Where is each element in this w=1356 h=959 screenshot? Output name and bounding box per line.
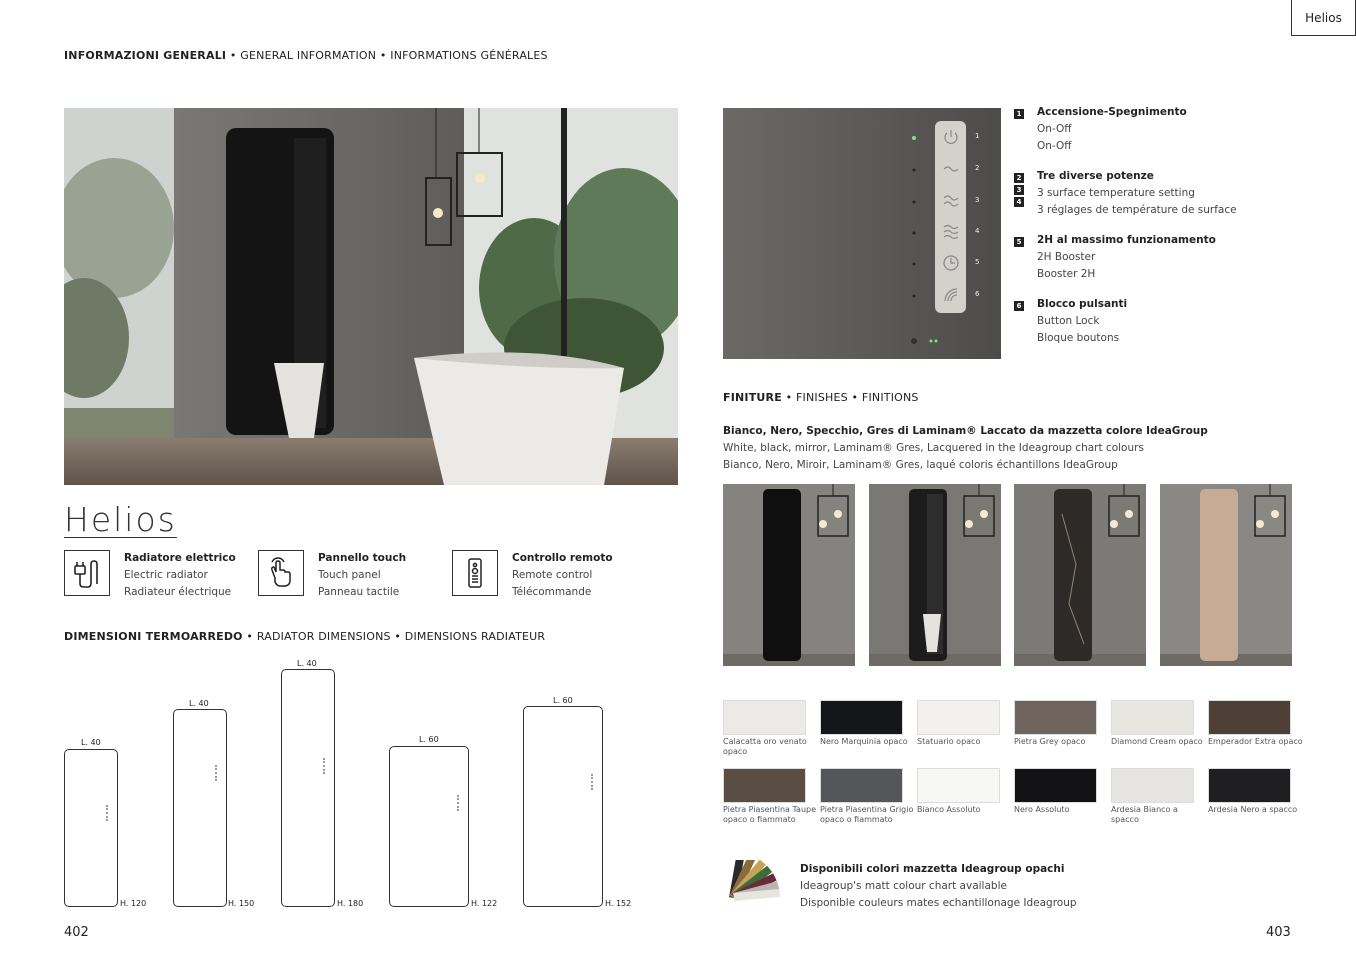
rad-height-label: H. 122 [471,899,498,908]
control-text-2: Tre diverse potenze 3 surface temperature setting 3 réglages de température de surface [1037,170,1237,216]
feature-en: Touch panel [318,569,381,581]
finish-swatch-label: Pietra Piasentina Taupe opaco o fiammato [723,805,817,824]
rad-height-label: H. 180 [337,899,364,908]
finish-swatch [723,768,806,803]
radiator-outline [173,709,227,907]
feature-it: Pannello touch [318,552,407,564]
finish-swatch [1208,768,1291,803]
finish-swatch [1014,768,1097,803]
power-icon [942,128,960,150]
panel-number-label: 5 [975,258,980,266]
finish-swatch [820,768,903,803]
finish-swatch-label: Calacatta oro venato opaco [723,737,807,756]
touch-hand-icon [258,550,304,596]
panel-number-label: 1 [975,132,980,140]
finish-photo-marble [1014,484,1146,666]
finishes-description: Bianco, Nero, Specchio, Gres di Laminam® Laccato da mazzetta colore IdeaGroup White, black, mirror, Laminam® Gres, Lacquered in the Ideagroup chart colours Bianco, Nero, Miroir, Laminam® Gres, laqué coloris échantillons IdeaGroup [723,425,1208,471]
finish-swatch [1111,700,1194,735]
finish-swatch-label: Pietra Grey opaco [1014,737,1086,746]
control-panel-photo [723,108,1001,359]
finish-swatch [820,700,903,735]
control-text-5: 2H al massimo funzionamento 2H Booster Booster 2H [1037,234,1216,280]
rad-height-label: H. 120 [120,899,147,908]
finish-swatch [917,700,1000,735]
color-fan-icon [726,860,786,906]
finishes-heading: FINITURE • FINISHES • FINITIONS [723,391,919,404]
feature-fr: Télécommande [512,586,592,598]
feature-it: Controllo remoto [512,552,613,564]
finish-swatch-label: Nero Marquinia opaco [820,737,908,746]
feature-fr: Panneau tactile [318,586,400,598]
finish-swatch [723,700,806,735]
product-title: Helios [64,500,177,539]
finish-swatch-label: Pietra Piasentina Grigio opaco o fiammato [820,805,914,824]
feature-fr: Radiateur électrique [124,586,232,598]
finish-swatch-label: Ardesia Nero a spacco [1208,805,1298,814]
feature-en: Electric radiator [124,569,208,581]
finish-swatch [1111,768,1194,803]
available-colours-text: Disponibili colori mazzetta Ideagroup opachi Ideagroup's matt colour chart available Disponible couleurs mates echantillonage Ideagroup [800,863,1077,909]
panel-number-label: 4 [975,227,980,235]
heat-level-2-icon [942,192,960,214]
finish-swatch [1014,700,1097,735]
finish-swatch-label: Bianco Assoluto [917,805,981,814]
finish-swatch-label: Statuario opaco [917,737,981,746]
finish-swatch-label: Nero Assoluto [1014,805,1070,814]
dimensions-heading: DIMENSIONI TERMOARREDO • RADIATOR DIMENSIONS • DIMENSIONS RADIATEUR [64,630,546,643]
finish-photo-lacquered [1160,484,1292,666]
plug-icon [64,550,110,596]
feature-en: Remote control [512,569,593,581]
rad-height-label: H. 150 [228,899,255,908]
radiator-outline [281,669,335,907]
finish-swatch-label: Diamond Cream opaco [1111,737,1203,746]
finish-photo-black [723,484,855,666]
panel-number-label: 3 [975,196,980,204]
section-tab: Helios [1291,0,1356,36]
page-number-right: 403 [1266,925,1291,940]
rad-width-label: L. 60 [553,696,573,705]
finish-swatch-label: Emperador Extra opaco [1208,737,1303,746]
radiator-outline [389,746,469,907]
finish-swatch [1208,700,1291,735]
radiator-outline [64,749,118,907]
feature-electric [64,550,236,601]
hero-photo [64,108,678,485]
rad-height-label: H. 152 [605,899,632,908]
panel-number-label: 2 [975,164,980,172]
rad-width-label: L. 40 [81,738,101,747]
heat-level-1-icon [942,160,960,182]
feature-it: Radiatore elettrico [124,552,236,564]
feature-remote [452,550,613,601]
rad-width-label: L. 60 [419,735,439,744]
timer-icon [942,254,960,276]
lock-wave-icon [942,286,960,308]
finish-swatch-label: Ardesia Bianco a spacco [1111,805,1178,824]
feature-touch [258,550,406,601]
remote-control-icon [452,550,498,596]
page-number-left: 402 [64,925,89,940]
heat-level-3-icon [942,223,960,245]
general-info-heading: INFORMAZIONI GENERALI • GENERAL INFORMATION • INFORMATIONS GÉNÉRALES [64,49,548,62]
rad-width-label: L. 40 [189,699,209,708]
rad-width-label: L. 40 [297,659,317,668]
panel-number-label: 6 [975,290,980,298]
control-text-1: Accensione-Spegnimento On-Off On-Off [1037,106,1187,152]
finish-swatch [917,768,1000,803]
radiator-outline [523,706,603,907]
control-text-6: Blocco pulsanti Button Lock Bloque boutons [1037,298,1128,344]
finish-photo-mirror [869,484,1001,666]
